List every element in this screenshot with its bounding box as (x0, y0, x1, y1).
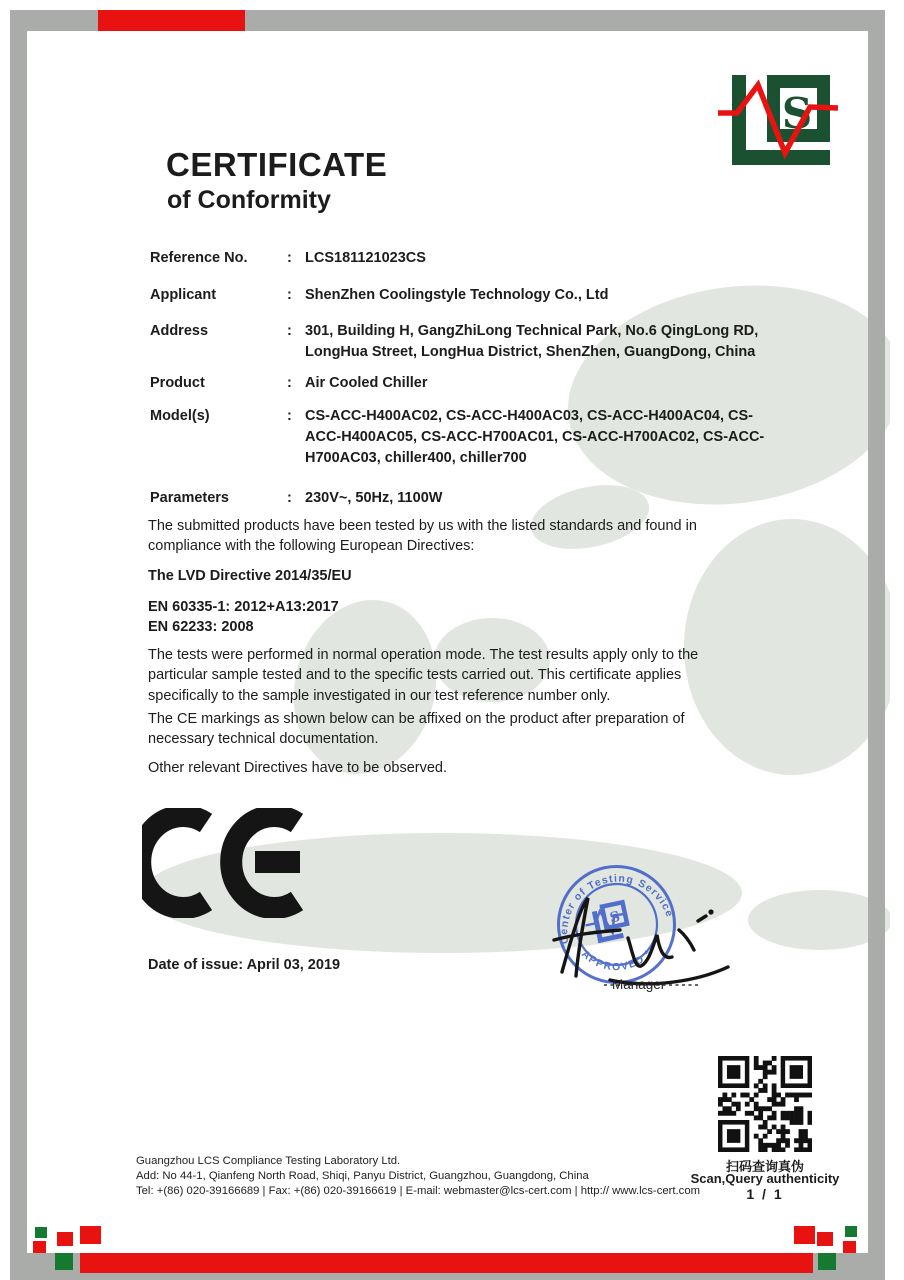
field-colon: : (287, 408, 292, 424)
footer-address: Add: No 44-1, Qianfeng North Road, Shiqi, Panyu District, Guangzhou, Guangdong, China (136, 1169, 589, 1182)
page-subtitle: of Conformity (167, 186, 331, 214)
field-value: Air Cooled Chiller (305, 375, 428, 391)
field-colon: : (287, 323, 292, 339)
corner-square (35, 1227, 47, 1238)
field-label: Address (150, 323, 209, 339)
stamp-logo-letter: S (608, 908, 622, 927)
standard-line-1: EN 60335-1: 2012+A13:2017 (148, 599, 339, 615)
standard-line-2: EN 62233: 2008 (148, 619, 254, 635)
corner-square (794, 1226, 815, 1244)
corner-square (818, 1253, 836, 1270)
field-row-applicant (150, 285, 800, 306)
stamp-arc-top-text: Center of Testing Service (558, 872, 676, 945)
field-row-address (150, 321, 800, 363)
field-label: Model(s) (150, 408, 210, 424)
field-row-models (150, 406, 800, 469)
page-indicator: 1 / 1 (746, 1186, 784, 1202)
field-row-parameters (150, 488, 800, 509)
corner-square (843, 1241, 856, 1253)
ce-marking-icon (142, 808, 332, 918)
footer-company: Guangzhou LCS Compliance Testing Laboratory Ltd. (136, 1155, 401, 1167)
paragraph-ce-marking: The CE markings as shown below can be affixed on the product after preparation of necessary technical documentation. (148, 711, 685, 748)
qr-code-icon (718, 1056, 812, 1152)
footer-contacts: Tel: +(86) 020-39166689 | Fax: +(86) 020-39166619 | E-mail: webmaster@lcs-cert.com | http:// www.lcs-cert.com (136, 1184, 701, 1197)
date-of-issue: Date of issue: April 03, 2019 (148, 957, 341, 973)
corner-square (33, 1241, 46, 1253)
paragraph-other-directives: Other relevant Directives have to be observed. (148, 760, 448, 776)
field-value: CS-ACC-H400AC02, CS-ACC-H400AC03, CS-ACC-H400AC04, CS-ACC-H400AC05, CS-ACC-H700AC01, CS-ACC-H700AC02, CS-ACC-H700AC03, chiller400, chiller700 (305, 408, 765, 467)
field-label: Applicant (150, 287, 217, 303)
corner-square (845, 1226, 857, 1237)
page-title: CERTIFICATE (166, 146, 388, 183)
stamp-arc-bottom-text: * APPROVED * (572, 941, 655, 974)
field-value: 230V~, 50Hz, 1100W (305, 490, 443, 506)
paragraph-test-scope: The tests were performed in normal operation mode. The test results apply only to the particular sample tested and to the specific tests carried out. This certificate applies specifically to the sample investigated in our test reference number only. (148, 647, 699, 704)
corner-square (57, 1232, 73, 1246)
field-label: Product (150, 375, 205, 391)
corner-square (80, 1226, 101, 1244)
bottom-red-bar (80, 1253, 813, 1273)
logo-letter: S (781, 89, 813, 138)
footer (136, 1154, 736, 1199)
qr-caption-en: Scan,Query authenticity (690, 1171, 840, 1186)
corner-square (817, 1232, 833, 1246)
field-colon: : (287, 250, 292, 266)
field-label: Parameters (150, 490, 229, 506)
field-value: ShenZhen Coolingstyle Technology Co., Ltd (305, 287, 609, 303)
field-row-product (150, 373, 800, 394)
field-label: Reference No. (150, 250, 248, 266)
qr-caption-cn: 扫码查询真伪 (725, 1159, 804, 1174)
corner-square (55, 1253, 73, 1270)
field-row-reference (150, 248, 800, 269)
lcs-logo-icon (712, 66, 862, 172)
field-colon: : (287, 375, 292, 391)
field-colon: : (287, 490, 292, 506)
paragraph-lvd-directive: The LVD Directive 2014/35/EU (148, 568, 352, 584)
field-value: LCS181121023CS (305, 250, 426, 266)
field-value: 301, Building H, GangZhiLong Technical Park, No.6 QingLong RD, LongHua Street, LongHua District, ShenZhen, GuangDong, China (305, 323, 759, 361)
signer-title: Manager (612, 977, 666, 992)
field-colon: : (287, 287, 292, 303)
paragraph-intro: The submitted products have been tested by us with the listed standards and found in compliance with the following European Directives: (148, 518, 697, 555)
